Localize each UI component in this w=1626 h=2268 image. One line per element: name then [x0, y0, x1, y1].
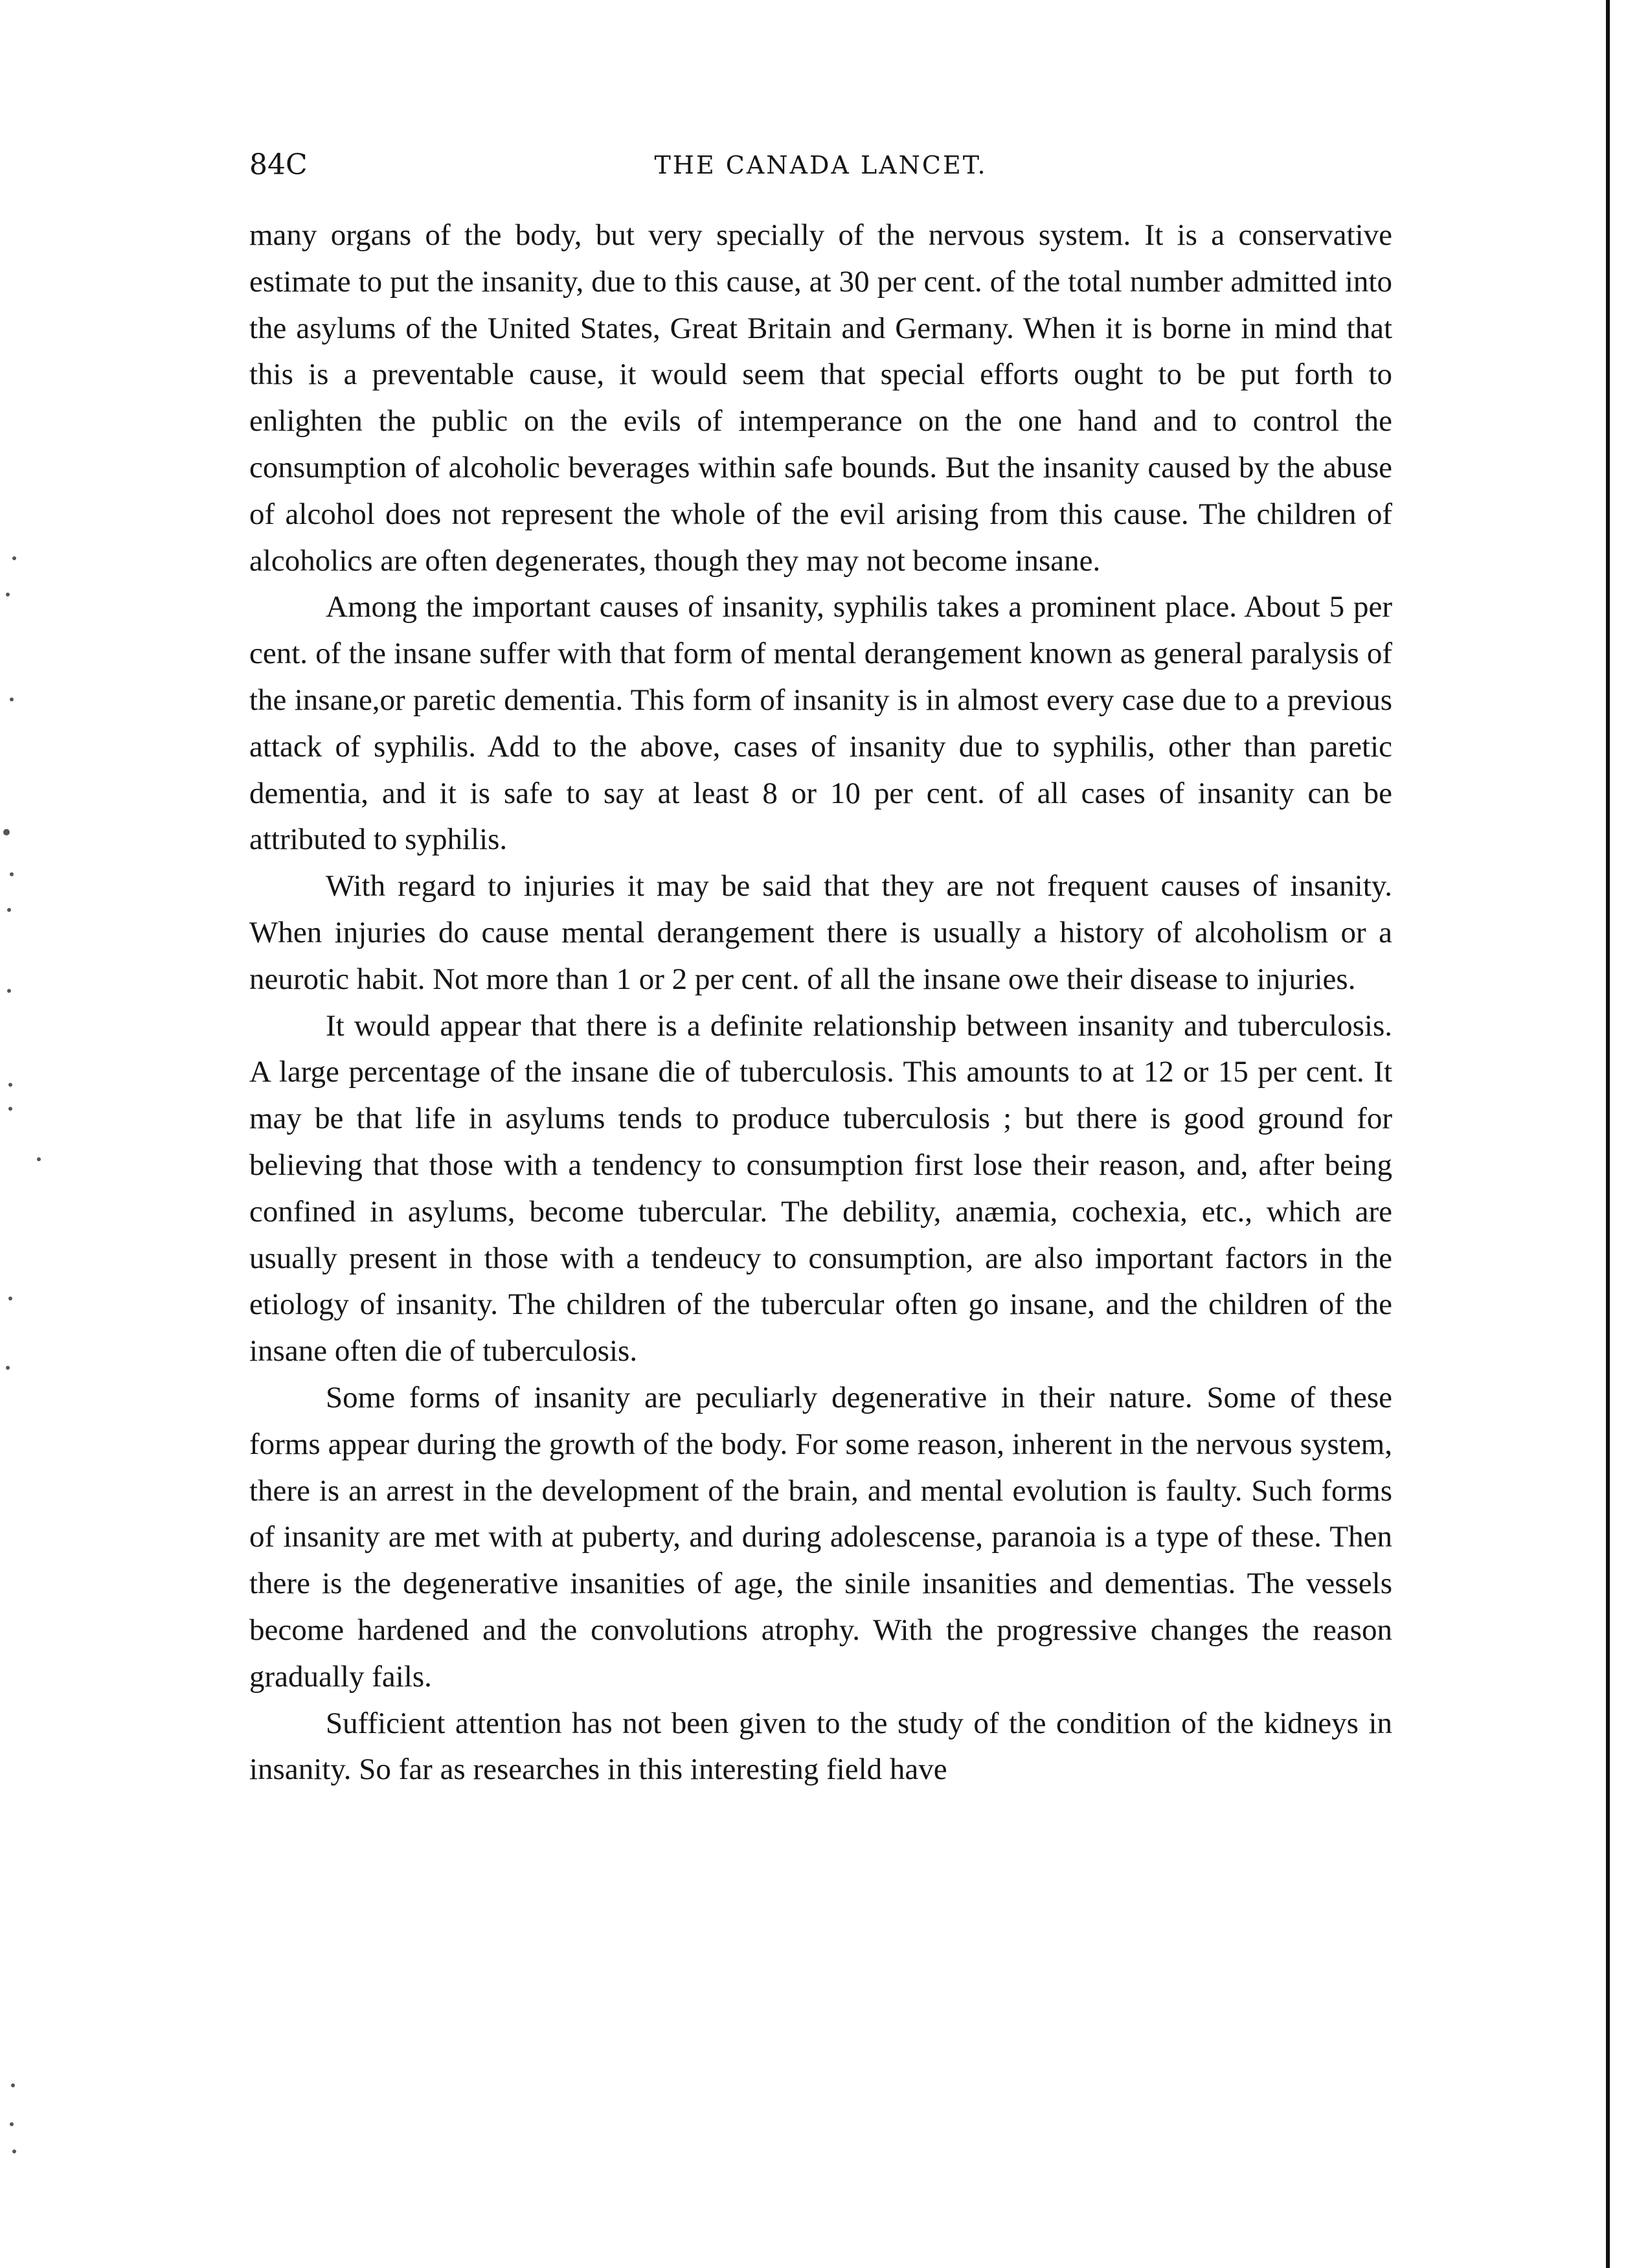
paragraph-degenerative-forms: Some forms of insanity are peculiarly degenerative in their nature. Some of these forms appear during the growth of the body. For some reason, inherent in the nervous system, there is an arrest in the development of the brain, and mental evolution is faulty. Such forms of insanity are met with at puberty, and during adolescense, paranoia is a type of these. Then there is the degenerative insanities of age, the sinile insanities and dementias. The vessels become hardened and the convolutions atrophy. With the progressive changes the reason gradually fails.: [249, 1380, 1392, 1694]
paragraph-syphilis: Among the important causes of insanity, syphilis takes a prominent place. About 5 per cent. of the insane suffer with that form of mental derangement known as general paralysis of the insane,or paretic dementia. This form of insanity is in almost every case due to a previous attack of syphilis. Add to the above, cases of insanity due to syphilis, other than paretic dementia, and it is safe to say at least 8 or 10 per cent. of all cases of insanity can be attributed to syphilis.: [249, 590, 1392, 857]
page-number: 84C: [249, 148, 308, 181]
paragraph-alcohol-continued: many organs of the body, but very specially of the nervous system. It is a conservative estimate to put the insanity, due to this cause, at 30 per cent. of the total number admitted into the asylums of the United States, Great Britain and Germany. When it is borne in mind that this is a preventable cause, it would seem that special efforts ought to be put forth to enlighten the public on the evils of intemperance on the one hand and to control the consumption of alcoholic beverages within safe bounds. But the insanity caused by the abuse of alcohol does not represent the whole of the evil arising from this cause. The children of alcoholics are often degenerates, though they may not become insane.: [249, 218, 1392, 578]
paragraph-kidneys: Sufficient attention has not been given to the study of the condition of the kidneys in insanity. So far as researches in this interesting field have: [249, 1706, 1392, 1787]
paragraph-injuries: With regard to injuries it may be said that they are not frequent causes of insanity. When injuries do cause mental derangement there is usually a history of alcoholism or a neurotic habit. Not more than 1 or 2 per cent. of all the insane owe their disease to injuries.: [249, 869, 1392, 996]
paragraph-tuberculosis: It would appear that there is a definite relationship between insanity and tuberculosis. A large percentage of the insane die of tuberculosis. This amounts to at 12 or 15 per cent. It may be that life in asylums tends to produce tuberculosis ; but there is good ground for believing that those with a tendency to consumption first lose their reason, and, after being confined in asylums, become tubercular. The debility, anæmia, cochexia, etc., which are usually present in those with a tendeucy to consumption, are also important factors in the etiology of insanity. The children of the tubercular often go insane, and the children of the insane often die of tuberculosis.: [249, 1008, 1392, 1368]
running-title: THE CANADA LANCET.: [654, 151, 988, 179]
